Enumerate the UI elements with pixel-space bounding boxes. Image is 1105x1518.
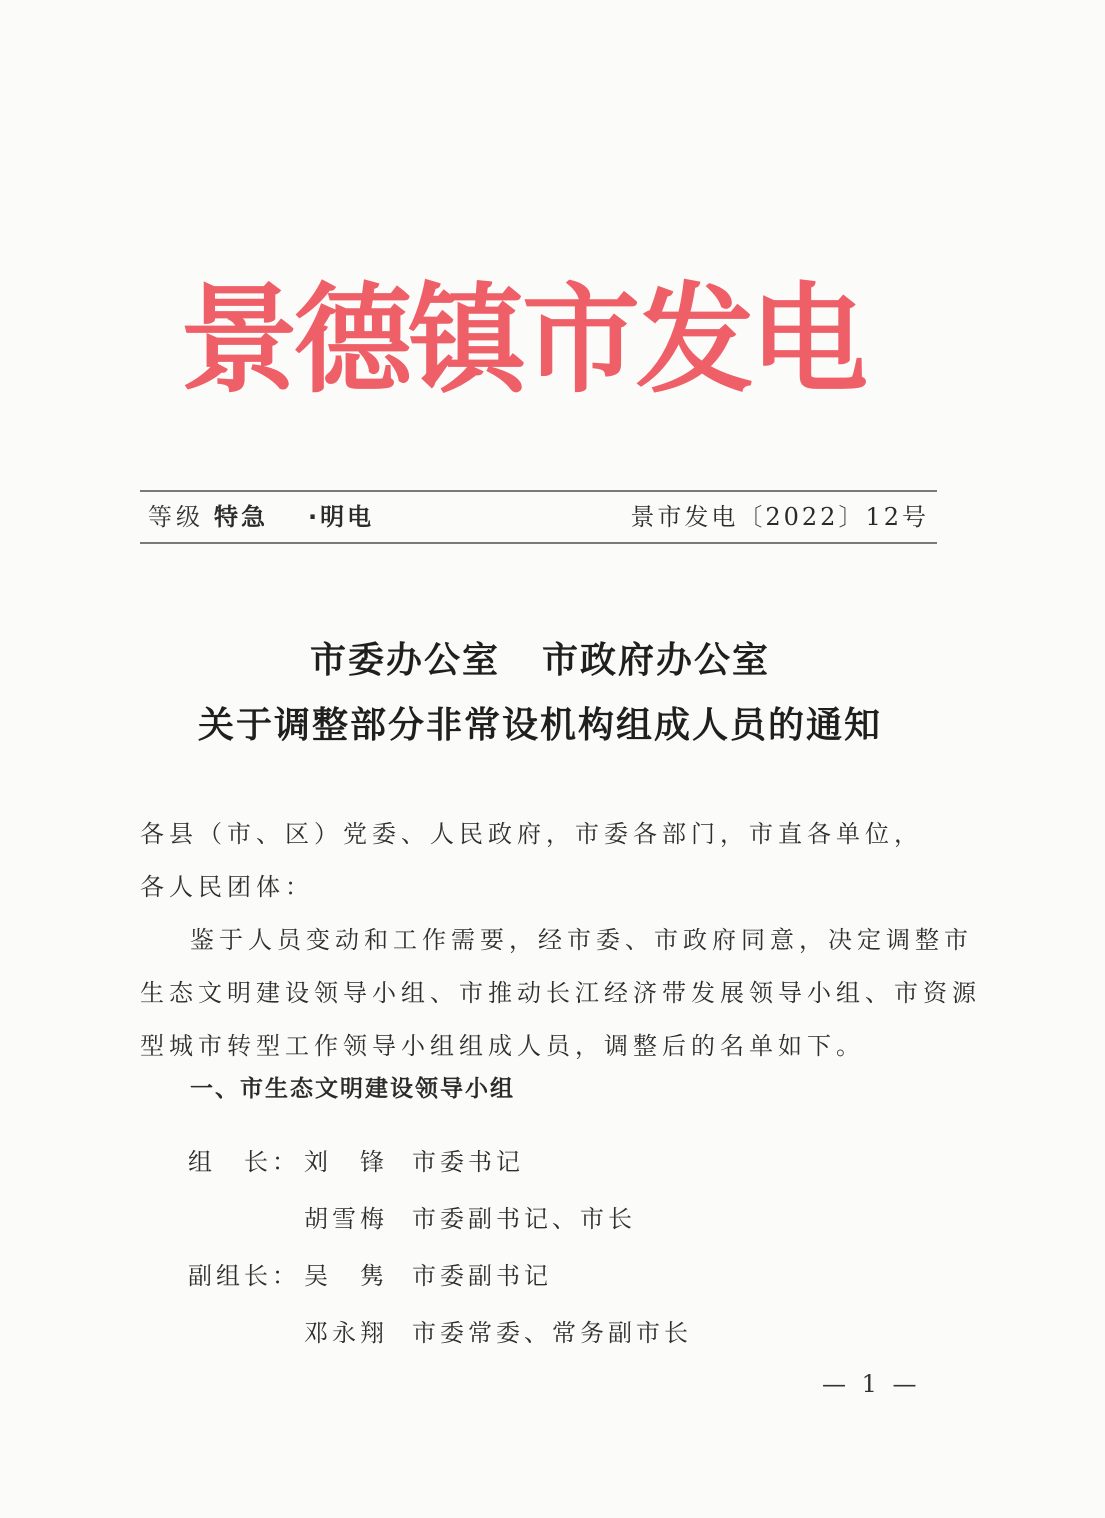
issuer-party-office: 市委办公室 [309, 639, 500, 681]
document-title-line-1 [140, 632, 940, 683]
member-row [0, 1199, 1105, 1239]
document-title-line-2: 关于调整部分非常设机构组成人员的通知 [197, 704, 882, 746]
addressee-line-2: 各人民团体： [140, 873, 314, 901]
body-paragraph [140, 914, 981, 1073]
member-name: 刘 锋 [304, 1148, 388, 1176]
member-row [0, 1256, 1105, 1296]
paragraph-line-2: 生态文明建设领导小组、市推动长江经济带发展领导小组、市资源 [140, 979, 981, 1007]
member-title: 市委副书记、市长 [412, 1205, 636, 1233]
issuer-government-office: 市政府办公室 [542, 639, 771, 681]
member-name: 吴 隽 [304, 1262, 388, 1290]
member-title: 市委书记 [412, 1148, 524, 1176]
transmission-type: ·明电 [308, 503, 375, 531]
priority-grade [148, 495, 374, 539]
paragraph-line-1: 鉴于人员变动和工作需要，经市委、市政府同意，决定调整市 [190, 926, 973, 954]
document-number: 景市发电〔2022〕12号 [630, 503, 929, 531]
addressee-block [140, 808, 940, 914]
member-name: 邓永翔 [304, 1319, 388, 1347]
grade-label: 等级 [148, 503, 204, 531]
page-number: — 1 — [822, 1370, 921, 1398]
member-role: 副组长： [188, 1262, 300, 1290]
member-role: 组 长： [188, 1148, 300, 1176]
member-row [0, 1313, 1105, 1353]
masthead-title: 景德镇市发电 [180, 271, 865, 409]
member-name: 胡雪梅 [304, 1205, 388, 1233]
member-row [0, 1142, 1105, 1182]
header-rule-bottom [140, 542, 937, 544]
member-title: 市委常委、常务副市长 [412, 1319, 692, 1347]
paragraph-line-3: 型城市转型工作领导小组组成人员，调整后的名单如下。 [140, 1032, 865, 1060]
section-heading: 一、市生态文明建设领导小组 [190, 1076, 515, 1102]
member-title: 市委副书记 [412, 1262, 552, 1290]
header-rule-top [140, 490, 937, 492]
header-meta-row [140, 495, 937, 539]
addressee-line-1: 各县（市、区）党委、人民政府，市委各部门，市直各单位， [140, 820, 923, 848]
grade-value: 特急 [214, 503, 268, 531]
